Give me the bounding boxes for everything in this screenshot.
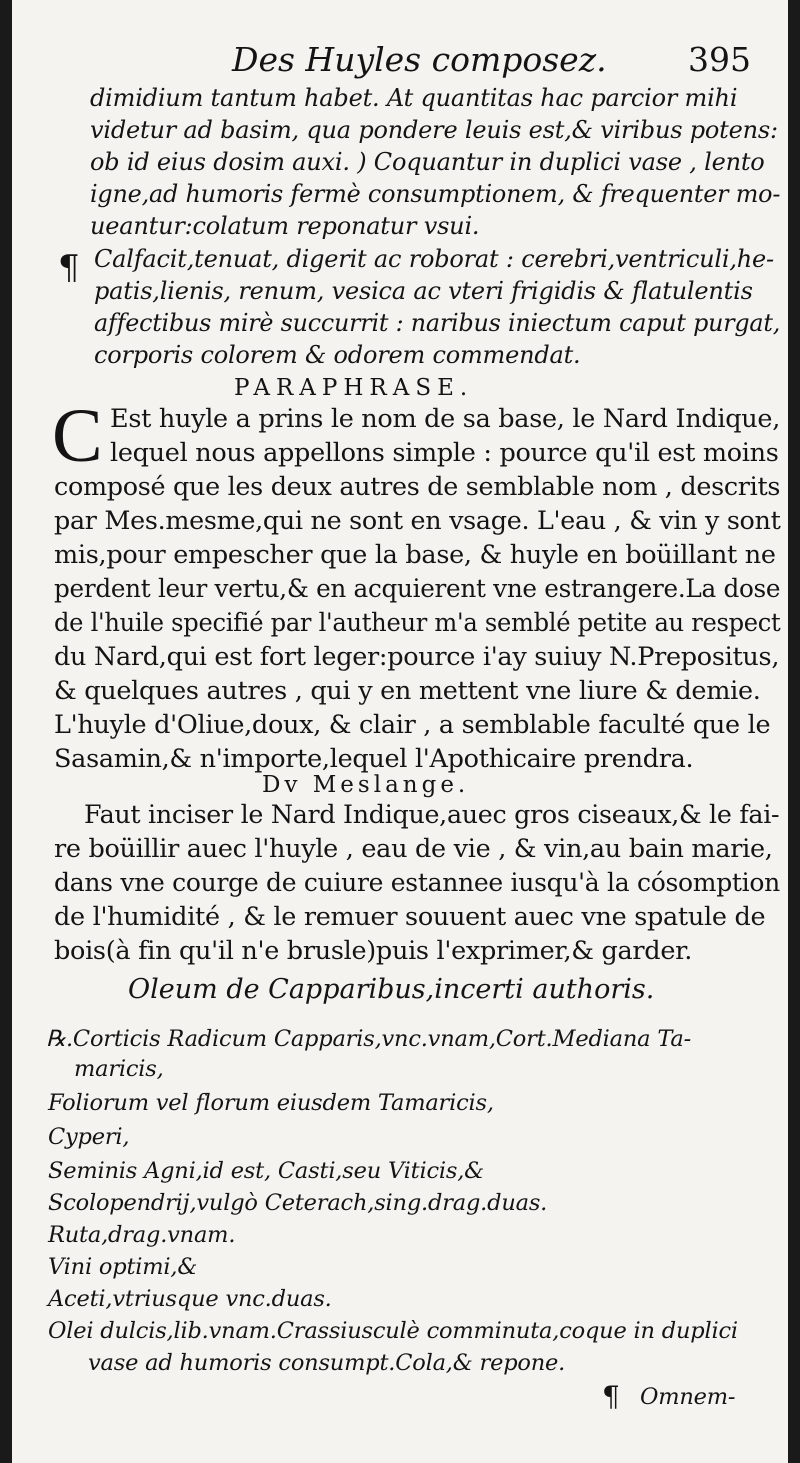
text-line: affectibus mirè succurrit : naribus iniectum caput purgat, xyxy=(94,309,781,337)
recipe-line: Olei dulcis,lib.vnam.Crassiusculè comminuta,coque in duplici xyxy=(48,1318,738,1344)
recipe-line: Vini optimi,& xyxy=(48,1254,198,1280)
text-line: perdent leur vertu,& en acquierent vne estrangere.La dose xyxy=(54,574,781,604)
text-line: par Mes.mesme,qui ne sont en vsage. L'eau , & vin y sont xyxy=(54,506,781,536)
text-line: Est huyle a prins le nom de sa base, le Nard Indique, xyxy=(110,404,780,434)
recipe-line: Ruta,drag.vnam. xyxy=(48,1222,236,1248)
text-line: L'huyle d'Oliue,doux, & clair , a semblable faculté que le xyxy=(54,710,771,740)
text-line: mis,pour empescher que la base, & huyle en boüillant ne xyxy=(54,540,776,570)
running-header-title: Des Huyles composez. xyxy=(232,40,607,79)
text-line: dimidium tantum habet. At quantitas hac parcior mihi xyxy=(90,84,738,112)
recipe-line: Seminis Agni,id est, Casti,seu Viticis,& xyxy=(48,1158,484,1184)
page-number: 395 xyxy=(688,40,751,79)
text-line: corporis colorem & odorem commendat. xyxy=(94,341,581,369)
recipe-title: Oleum de Capparibus,incerti authoris. xyxy=(128,974,655,1005)
text-line: igne,ad humoris fermè consumptionem, & frequenter mo- xyxy=(90,180,781,208)
pilcrow-icon: ¶ xyxy=(58,248,80,288)
text-line: Sasamin,& n'importe,lequel l'Apothicaire prendra. xyxy=(54,744,694,774)
text-line: & quelques autres , qui y en mettent vne liure & demie. xyxy=(54,676,761,706)
section-heading-meslange: Dv Meslange. xyxy=(262,772,470,798)
text-line: bois(à fin qu'il n'e brusle)puis l'exprimer,& garder. xyxy=(54,936,693,966)
text-line: composé que les deux autres de semblable nom , descrits xyxy=(54,472,781,502)
text-line: videtur ad basim, qua pondere leuis est,& viribus potens: xyxy=(90,116,778,144)
text-line: dans vne courge de cuiure estannee iusqu'à la cósomption xyxy=(54,868,780,898)
text-line: ob id eius dosim auxi. ) Coquantur in duplici vase , lento xyxy=(90,148,765,176)
recipe-line: Scolopendrij,vulgò Ceterach,sing.drag.duas. xyxy=(48,1190,548,1216)
recipe-line: maricis, xyxy=(74,1056,164,1082)
text-line: ueantur:colatum reponatur vsui. xyxy=(90,212,480,240)
recipe-line: Aceti,vtriusque vnc.duas. xyxy=(48,1286,332,1312)
pilcrow-icon: ¶ xyxy=(602,1380,620,1413)
recipe-line: Foliorum vel florum eiusdem Tamaricis, xyxy=(48,1090,494,1116)
recipe-line: ℞.Corticis Radicum Capparis,vnc.vnam,Cort.Mediana Ta- xyxy=(46,1026,691,1052)
recipe-line: vase ad humoris consumpt.Cola,& repone. xyxy=(88,1350,566,1376)
recipe-line: Cyperi, xyxy=(48,1124,130,1150)
text-line: re boüillir auec l'huyle , eau de vie , & vin,au bain marie, xyxy=(54,834,773,864)
text-line: Faut inciser le Nard Indique,auec gros ciseaux,& le fai- xyxy=(84,800,780,830)
drop-cap: C xyxy=(52,394,103,478)
text-line: lequel nous appellons simple : pource qu'il est moins xyxy=(110,438,779,468)
section-heading-paraphrase: PARAPHRASE. xyxy=(234,375,474,401)
text-line: Calfacit,tenuat, digerit ac roborat : cerebri,ventriculi,he- xyxy=(94,245,774,273)
text-line: de l'huile specifié par l'autheur m'a semblé petite au respect xyxy=(54,608,781,638)
text-line: du Nard,qui est fort leger:pource i'ay suiuy N.Prepositus, xyxy=(54,642,780,672)
text-line: de l'humidité , & le remuer souuent auec vne spatule de xyxy=(54,902,766,932)
catchword: Omnem- xyxy=(640,1384,736,1410)
book-page xyxy=(12,0,788,1463)
text-line: patis,lienis, renum, vesica ac vteri frigidis & flatulentis xyxy=(94,277,753,305)
